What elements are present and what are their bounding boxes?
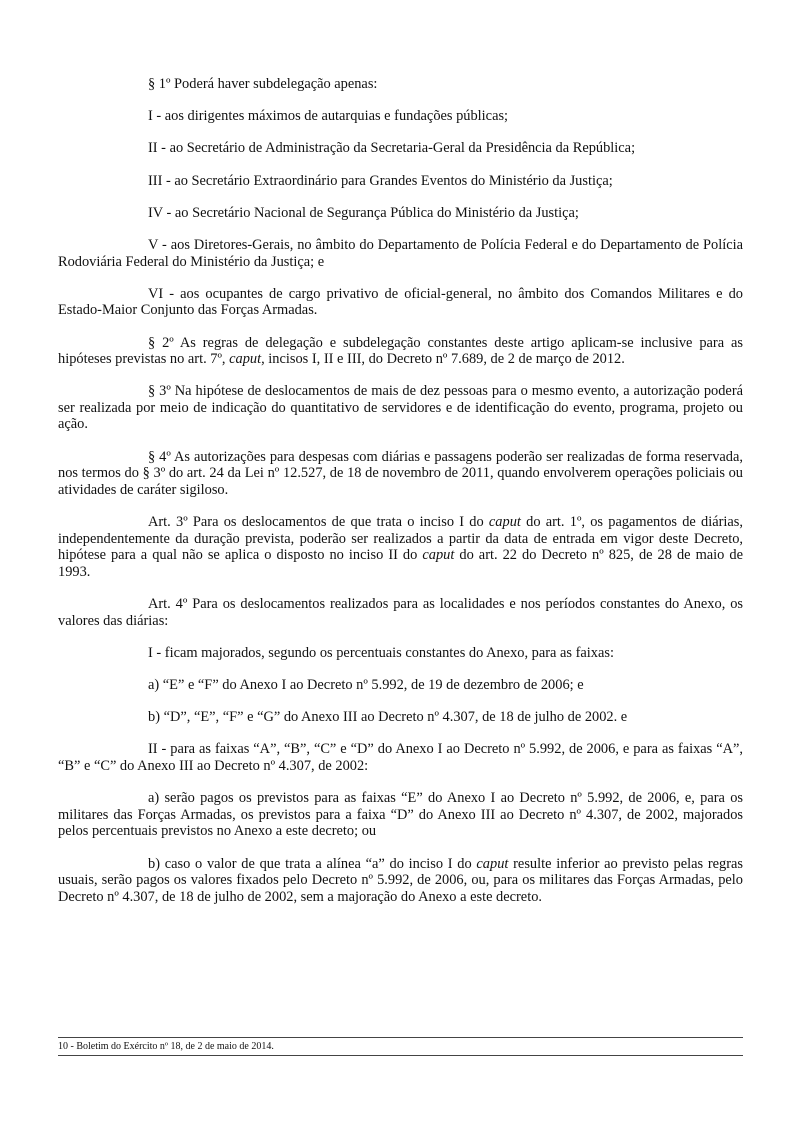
footer-rule-bottom [58,1055,743,1056]
paragraph-14: a) “E” e “F” do Anexo I ao Decreto nº 5.992, de 19 de dezembro de 2006; e [148,676,584,693]
paragraph-11-caput-2: caput [422,547,455,564]
footer-rule-top [58,1037,743,1038]
paragraph-18-caput: caput [476,855,509,872]
document-body [58,76,743,905]
paragraph-8-part-b: , incisos I, II e III, do Decreto nº 7.689, de 2 de março de 2012. [261,351,625,368]
paragraph-10: § 4º As autorizações para despesas com diárias e passagens poderão ser realizadas de forma reservada, nos termos do § 3º do art. 24 da Lei nº 12.527, de 18 de novembro de 2011, quando envolverem operações policiais ou atividades de caráter sigiloso. [58,448,743,498]
paragraph-8-caput: caput [229,351,262,368]
paragraph-7: VI - aos ocupantes de cargo privativo de oficial-general, no âmbito dos Comandos Militares e do Estado-Maior Conjunto das Forças Armadas. [58,285,743,319]
paragraph-18-part-a: b) caso o valor de que trata a alínea “a” do inciso I do [148,855,477,872]
paragraph-18-part-b: resulte inferior ao previsto pelas regras usuais, serão pagos os valores fixados pelo Decreto nº 5.992, de 2006, ou, para os militares das Forças Armadas, pelo Decreto nº 4.307, de 18 de julho de 2002, sem a majoração do Anexo a este decreto. [58,855,744,905]
paragraph-11 [58,514,743,580]
page-footer: 10 - Boletim do Exército nº 18, de 2 de maio de 2014. [58,1041,274,1052]
paragraph-16: II - para as faixas “A”, “B”, “C” e “D” do Anexo I ao Decreto nº 5.992, de 2006, e para as faixas “A”, “B” e “C” do Anexo III ao Decreto nº 4.307, de 2002: [58,741,743,774]
paragraph-6: V - aos Diretores-Gerais, no âmbito do Departamento de Polícia Federal e do Departamento de Polícia Rodoviária Federal do Ministério da Justiça; e [58,236,743,270]
paragraph-2: I - aos dirigentes máximos de autarquias e fundações públicas; [148,108,509,125]
paragraph-17: a) serão pagos os previstos para as faixas “E” do Anexo I ao Decreto nº 5.992, de 2006, e, para os militares das Forças Armadas, os previstos para a faixa “D” do Anexo III ao Decreto nº 4.307, de 2002, majorados pelos percentuais previstos no Anexo a este decreto; ou [58,790,743,840]
paragraph-11-part-c: do art. 22 do Decreto nº 825, de 28 de maio de 1993. [58,547,743,580]
paragraph-11-caput-1: caput [488,514,521,531]
paragraph-15: b) “D”, “E”, “F” e “G” do Anexo III ao Decreto nº 4.307, de 18 de julho de 2002. e [148,709,628,726]
paragraph-1: § 1º Poderá haver subdelegação apenas: [148,76,378,92]
paragraph-13: I - ficam majorados, segundo os percentuais constantes do Anexo, para as faixas: [148,644,614,661]
paragraph-8 [58,335,743,368]
paragraph-4: III - ao Secretário Extraordinário para Grandes Eventos do Ministério da Justiça; [148,172,613,189]
paragraph-8-part-a: § 2º As regras de delegação e subdelegação constantes deste artigo aplicam-se inclusive para as hipóteses previstas no art. 7º, [58,334,743,368]
paragraph-11-part-a: Art. 3º Para os deslocamentos de que trata o inciso I do [148,514,489,531]
paragraph-5: IV - ao Secretário Nacional de Segurança Pública do Ministério da Justiça; [148,204,579,221]
paragraph-18 [58,856,743,906]
paragraph-12: Art. 4º Para os deslocamentos realizados para as localidades e nos períodos constantes do Anexo, os valores das diárias: [58,596,743,629]
paragraph-11-part-b: do art. 1º, os pagamentos de diárias, independentemente da duração prevista, poderão ser realizados a partir da data de entrada em vigor deste Decreto, hipótese para a qual não se aplica o disposto no inciso II do [58,514,743,564]
paragraph-9: § 3º Na hipótese de deslocamentos de mais de dez pessoas para o mesmo evento, a autorização poderá ser realizada por meio de indicação do quantitativo de servidores e de identificação do evento, programa, projeto ou ação. [58,383,743,433]
paragraph-3: II - ao Secretário de Administração da Secretaria-Geral da Presidência da República; [148,140,636,157]
